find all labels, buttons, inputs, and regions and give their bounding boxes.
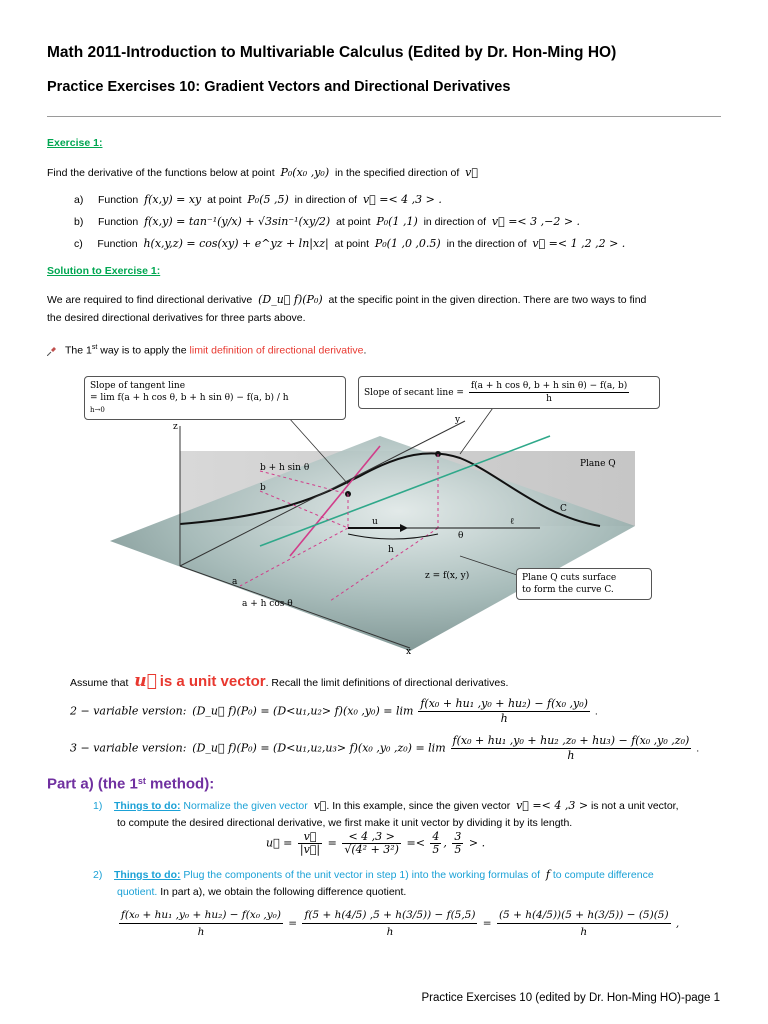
- step1-line1: 1) Things to do: Normalize the given vector v⃗. In this example, since the given vector v⃗ =< 4 ,3 > is not a unit vector,: [93, 799, 679, 812]
- difference-quotient: $\frac{\text{f(x₀ + hu₁ ,y₀ + hu₂) − f(x₀ ,y₀)}}{h}$ = $\frac{f(5 + h(4/5) ,5 + h(3/5)) - f(5,5)}{h}$ = $\frac{(5 + h(4/5))(5 + h(3/5)) - (5)(5)}{h}$ ,: [121, 909, 680, 938]
- label-b: b: [260, 483, 266, 493]
- secant-slope-caption: Slope of secant line = $\frac{\text{f(a + h cos θ, b + h sin θ) − f(a, b)}}{h}$: [358, 376, 660, 409]
- exercise-heading: Exercise 1:: [47, 137, 103, 149]
- unit-vector-equation: u⃗ = $\frac{v⃗}{|v⃗|}$ = $\frac{< 4 ,3 >}{\text{√(4² + 3²)}}$ =< $\frac{4}{5}$ , $\frac{3}{5}$ > .: [266, 830, 486, 856]
- exercise-item-a: a) Function f(x,y) = xy at point P₀(5 ,5) in direction of v⃗ =< 4 ,3 > .: [74, 193, 442, 206]
- course-title: Math 2011-Introduction to Multivariable Calculus (Edited by Dr. Hon-Ming HO): [47, 44, 617, 61]
- label-h: h: [388, 545, 394, 555]
- label-theta: θ: [458, 531, 464, 541]
- two-variable-definition: 2 − variable version: (D_u⃗ f)(P₀) = (D<u₁,u₂> f)(x₀ ,y₀) = lim $\frac{\text{f(x₀ + hu₁ ,y₀ + hu₂) − f(x₀ ,y₀)}}{h}$ .: [70, 697, 598, 725]
- exercise-item-c: c) Function h(x,y,z) = cos(xy) + e^yz + ln|xz| at point P₀(1 ,0 ,0.5) in the direction of v⃗ =< 1 ,2 ,2 > .: [74, 237, 626, 250]
- label-x: x: [406, 647, 412, 656]
- part-a-title: Part a) (the 1st method):: [47, 775, 215, 793]
- tangent-slope-caption: Slope of tangent line = lim f(a + h cos θ, b + h sin θ) − f(a, b) / h h→0: [84, 376, 346, 420]
- label-c: C: [560, 504, 567, 514]
- label-a: a: [232, 577, 238, 587]
- solution-heading: Solution to Exercise 1:: [47, 265, 161, 277]
- step2-line2: quotient. In part a), we obtain the following difference quotient.: [117, 886, 407, 898]
- pushpin-icon: [47, 346, 57, 356]
- label-ell: ℓ: [510, 517, 515, 527]
- method-bullet: The 1st way is to apply the limit definition of directional derivative.: [47, 341, 366, 358]
- assume-line: Assume that u⃗ is a unit vector. Recall the limit definitions of directional derivatives.: [70, 671, 509, 691]
- label-y: y: [455, 415, 461, 425]
- label-b-plus: b + h sin θ: [260, 463, 310, 473]
- label-surface: z = f(x, y): [425, 571, 470, 581]
- plane-q-caption: Plane Q cuts surface to form the curve C.: [516, 568, 652, 600]
- label-z: z: [173, 422, 178, 432]
- header-divider: [47, 116, 721, 117]
- label-a-plus: a + h cos θ: [242, 599, 293, 609]
- step1-line2: to compute the desired directional derivative, we first make it unit vector by dividing it by its length.: [117, 817, 573, 829]
- exercise-prompt: Find the derivative of the functions below at point P₀(x₀ ,y₀) in the specified direction of v⃗: [47, 166, 478, 179]
- solution-paragraph-line2: the desired directional derivatives for three parts above.: [47, 312, 306, 324]
- page-footer: Practice Exercises 10 (edited by Dr. Hon-Ming HO)-page 1: [421, 992, 720, 1004]
- solution-paragraph-line1: We are required to find directional derivative (D_u⃗ f)(P₀) at the specific point in the given direction. There are two ways to find: [47, 293, 647, 306]
- directional-derivative-figure: [80, 366, 664, 656]
- label-u: u: [372, 517, 378, 527]
- step2-line1: 2) Things to do: Plug the components of the unit vector in step 1) into the working formulas of f to compute difference: [93, 868, 654, 881]
- label-plane-q: Plane Q: [580, 459, 616, 469]
- sheet-title: Practice Exercises 10: Gradient Vectors and Directional Derivatives: [47, 79, 511, 95]
- exercise-item-b: b) Function f(x,y) = tan⁻¹(y/x) + √3sin⁻¹(xy/2) at point P₀(1 ,1) in direction of v⃗ =< 3 ,−2 > .: [74, 215, 581, 228]
- three-variable-definition: 3 − variable version: (D_u⃗ f)(P₀) = (D<u₁,u₂,u₃> f)(x₀ ,y₀ ,z₀) = lim $\frac{\text{f(x₀ + hu₁ ,y₀ + hu₂ ,z₀ + hu₃) − f(x₀ ,y₀ ,z₀)}}{h}$ .: [70, 734, 700, 762]
